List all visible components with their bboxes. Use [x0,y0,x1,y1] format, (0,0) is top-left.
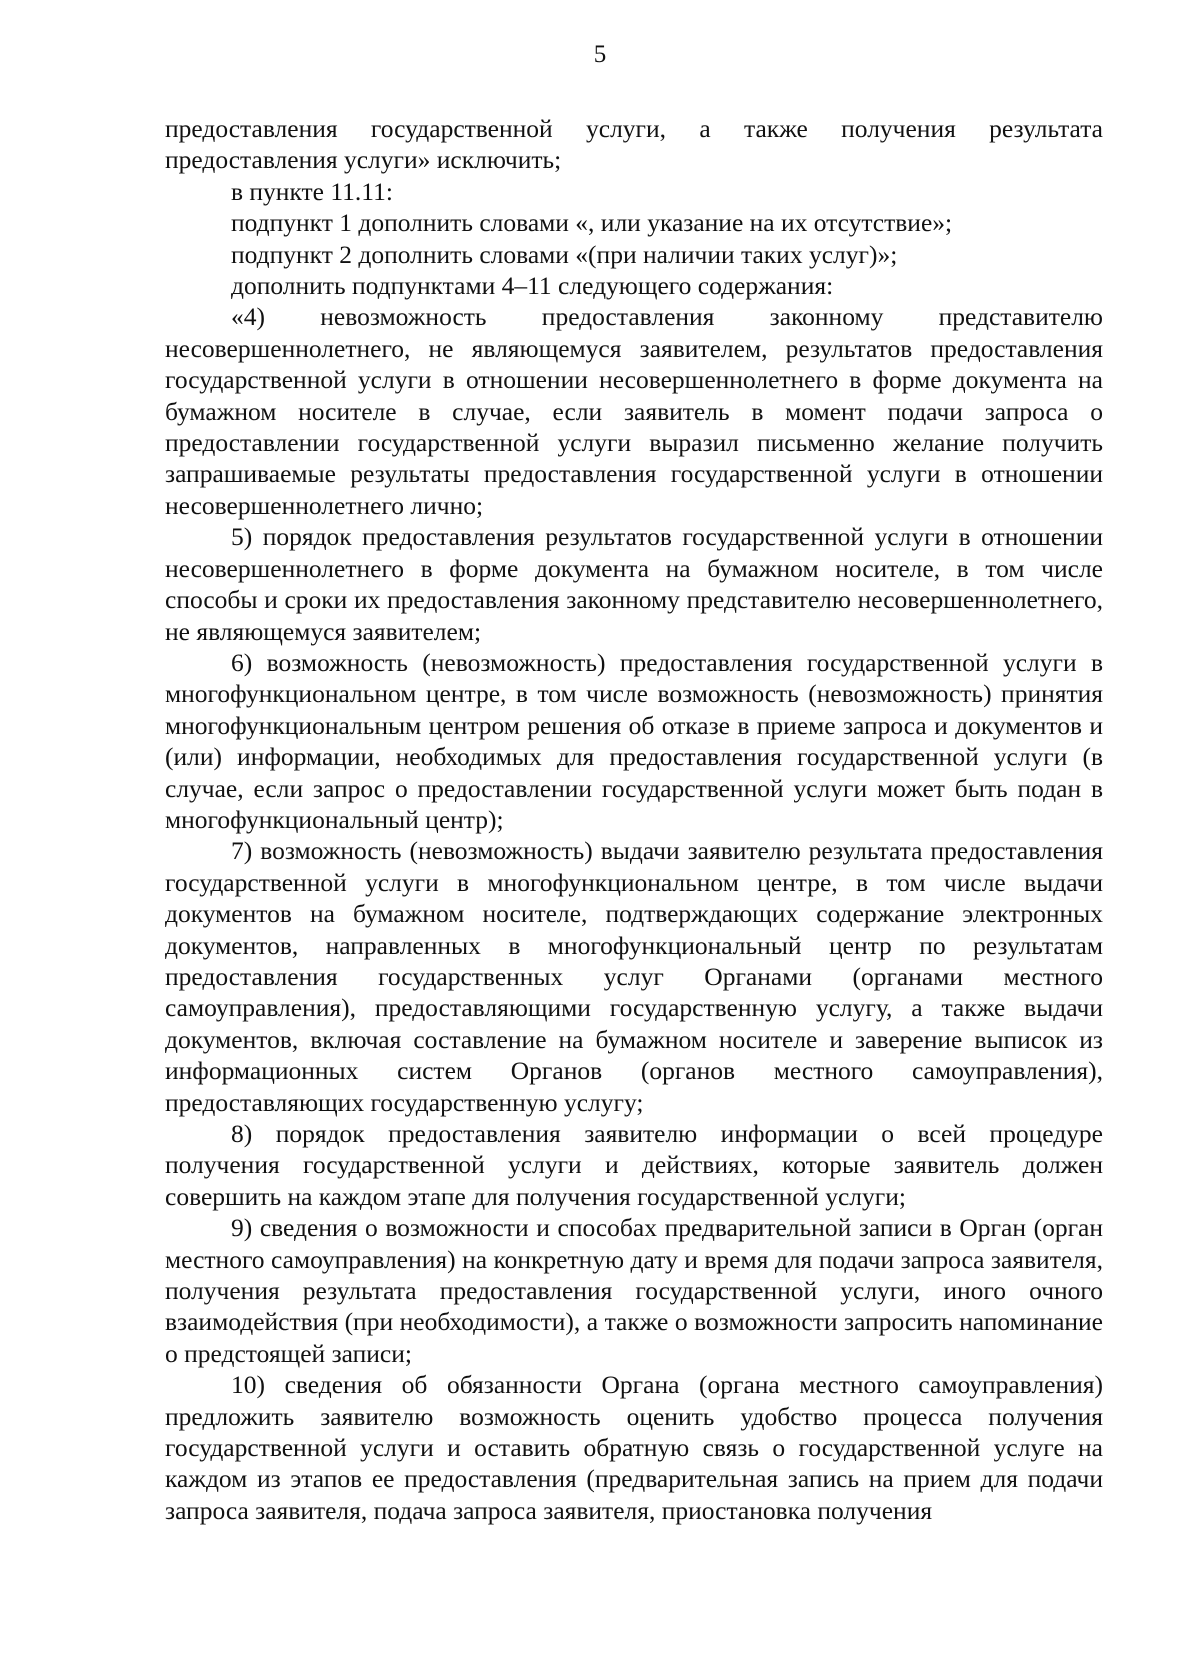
page-number: 5 [593,41,607,68]
paragraph-item-7: 7) возможность (невозможность) выдачи заявителю результата предоставления государственной услуги в многофункциональном центре, в том числе выдачи документов на бумажном носителе, подтверждающих содержание электронных документов, направленных в многофункциональный центр по результатам предоставления государственных услуг Органами (органами местного самоуправления), предоставляющими государственную услугу, а также выдачи документов, включая составление на бумажном носителе и заверение выписок из информационных систем Органов (органов местного самоуправления), предоставляющих государственную услугу; [165,836,1103,1117]
paragraph-continuation: предоставления государственной услуги, а также получения результата предоставления услуги» исключить; [165,114,1103,175]
paragraph-item-6: 6) возможность (невозможность) предоставления государственной услуги в многофункциональном центре, в том числе возможность (невозможность) принятия многофункциональным центром решения об отказе в приеме запроса и документов и (или) информации, необходимых для предоставления государственной услуги (в случае, если запрос о предоставлении государственной услуги может быть подан в многофункциональный центр); [165,647,1103,834]
paragraph-item-5: 5) порядок предоставления результатов государственной услуги в отношении несовершеннолетнего в форме документа на бумажном носителе, в том числе способы и сроки их предоставления законному представителю несовершеннолетнего, не являющемуся заявителем; [165,522,1103,646]
paragraph-item-4: «4) невозможность предоставления законному представителю несовершеннолетнего, не являющемуся заявителем, результатов предоставления государственной услуги в отношении несовершеннолетнего в форме документа на бумажном носителе в случае, если заявитель в момент подачи запроса о предоставлении государственной услуги выразил письменно желание получить запрашиваемые результаты предоставления государственной услуги в отношении несовершеннолетнего лично; [165,302,1103,520]
paragraph-item-10: 10) сведения об обязанности Органа (органа местного самоуправления) предложить заявителю возможность оценить удобство процесса получения государственной услуги и оставить обратную связь о государственной услуге на каждом из этапов ее предоставления (предварительная запись на прием для подачи запроса заявителя, подача запроса заявителя, приостановка получения [165,1370,1103,1525]
paragraph-subclause-2: подпункт 2 дополнить словами «(при наличии таких услуг)»; [231,239,898,269]
document-body [165,113,1103,1526]
paragraph-clause-11-11: в пункте 11.11: [231,176,393,206]
paragraph-subclause-1: подпункт 1 дополнить словами «, или указание на их отсутствие»; [231,208,953,238]
paragraph-item-8: 8) порядок предоставления заявителю информации о всей процедуре получения государственной услуги и действиях, которые заявитель должен совершить на каждом этапе для получения государственной услуги; [165,1119,1103,1211]
paragraph-add-subclauses: дополнить подпунктами 4–11 следующего содержания: [231,271,834,301]
paragraph-item-9: 9) сведения о возможности и способах предварительной записи в Орган (орган местного самоуправления) на конкретную дату и время для подачи запроса заявителя, получения результата предоставления государственной услуги, иного очного взаимодействия (при необходимости), а также о возможности запросить напоминание о предстоящей записи; [165,1213,1103,1368]
